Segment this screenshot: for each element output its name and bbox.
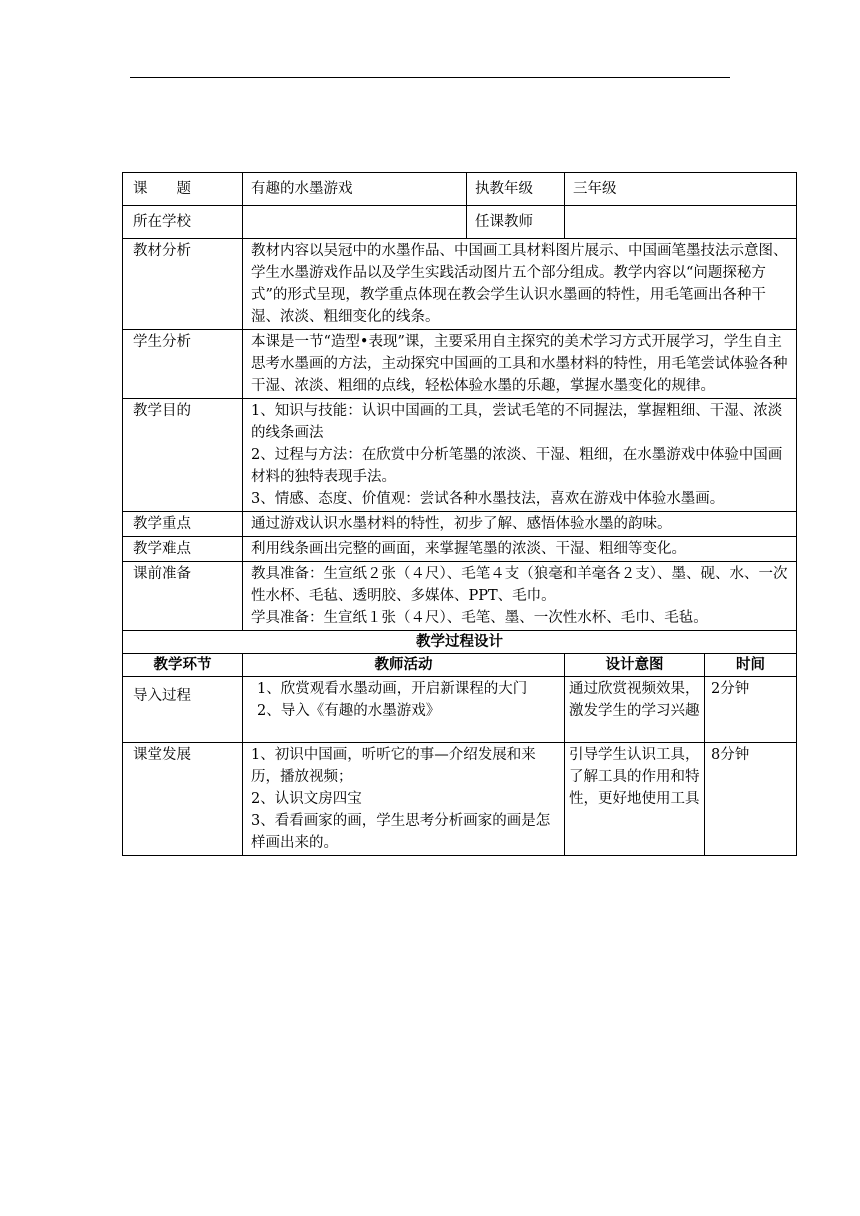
textbook-text: 教材内容以吴冠中的水墨作品、中国画工具材料图片展示、中国画笔墨技法示意图、学生水墨游戏作品以及学生实践活动图片五个部分组成。教学内容以“问题探秘方式”的形式呈现，教学重点体现在教会学生认识水墨画的特性，用毛笔画出各种干湿、浓淡、粗细变化的线条。 bbox=[243, 239, 797, 330]
header-rule bbox=[130, 77, 730, 78]
goal-item: 1、知识与技能：认识中国画的工具，尝试毛笔的不同握法，掌握粗细、干湿、浓淡的线条画法 bbox=[251, 403, 783, 441]
activity-item: 1、欣赏观看水墨动画，开启新课程的大门 bbox=[257, 681, 528, 697]
student-text: 本课是一节“造型•表现”课，主要采用自主探究的美术学习方式开展学习，学生自主思考水墨画的方法，主动探究中国画的工具和水墨材料的特性，用毛笔尝试体验各种干湿、浓淡、粗细的点线，轻松体验水墨的乐趣，掌握水墨变化的规律。 bbox=[243, 330, 797, 399]
goal-item: 2、过程与方法：在欣赏中分析笔墨的浓淡、干湿、粗细，在水墨游戏中体验中国画材料的独特表现手法。 bbox=[251, 447, 783, 485]
topic-value: 有趣的水墨游戏 bbox=[243, 173, 467, 206]
stage-activities bbox=[243, 677, 565, 743]
prep-text bbox=[243, 562, 797, 631]
difficulty-text: 利用线条画出完整的画面，来掌握笔墨的浓淡、干湿、粗细等变化。 bbox=[243, 537, 797, 562]
goal-item: 3、情感、态度、价值观：尝试各种水墨技法，喜欢在游戏中体验水墨画。 bbox=[251, 491, 725, 507]
key-text: 通过游戏认识水墨材料的特性，初步了解、感悟体验水墨的韵味。 bbox=[243, 512, 797, 537]
prep-item: 教具准备：生宣纸２张（４尺）、毛笔４支（狼毫和羊毫各２支）、墨、砚、水、一次性水杯、毛毡、透明胶、多媒体、PPT、毛巾。 bbox=[251, 566, 788, 604]
info-row-school bbox=[123, 206, 797, 239]
info-row-topic bbox=[123, 173, 797, 206]
prep-label: 课前准备 bbox=[123, 562, 243, 631]
goals-text bbox=[243, 399, 797, 512]
header-teacher-activity: 教师活动 bbox=[243, 654, 565, 677]
grade-value: 三年级 bbox=[565, 173, 797, 206]
stage-row bbox=[123, 743, 797, 856]
stage-name: 导入过程 bbox=[123, 677, 243, 743]
grade-label: 执教年级 bbox=[467, 173, 565, 206]
row-key-point bbox=[123, 512, 797, 537]
process-section-row bbox=[123, 631, 797, 654]
row-preparation bbox=[123, 562, 797, 631]
topic-label: 课 题 bbox=[123, 173, 243, 206]
row-difficulty bbox=[123, 537, 797, 562]
activity-item: 3、看看画家的画，学生思考分析画家的画是怎样画出来的。 bbox=[251, 813, 551, 851]
teacher-value bbox=[565, 206, 797, 239]
key-label: 教学重点 bbox=[123, 512, 243, 537]
activity-item: 2、认识文房四宝 bbox=[251, 791, 362, 807]
textbook-label: 教材分析 bbox=[123, 239, 243, 330]
row-student-analysis bbox=[123, 330, 797, 399]
stage-name: 课堂发展 bbox=[123, 743, 243, 856]
process-header-row bbox=[123, 654, 797, 677]
stage-time: 2分钟 bbox=[705, 677, 797, 743]
stage-time: 8分钟 bbox=[705, 743, 797, 856]
stage-activities bbox=[243, 743, 565, 856]
school-value bbox=[243, 206, 467, 239]
goals-label: 教学目的 bbox=[123, 399, 243, 512]
prep-item: 学具准备：生宣纸１张（４尺）、毛笔、墨、一次性水杯、毛巾、毛毡。 bbox=[251, 610, 708, 626]
stage-intent: 引导学生认识工具，了解工具的作用和特性，更好地使用工具 bbox=[565, 743, 705, 856]
school-label: 所在学校 bbox=[123, 206, 243, 239]
row-teaching-goals bbox=[123, 399, 797, 512]
header-stage: 教学环节 bbox=[123, 654, 243, 677]
student-label: 学生分析 bbox=[123, 330, 243, 399]
header-time: 时间 bbox=[705, 654, 797, 677]
lesson-plan-table bbox=[122, 172, 797, 856]
header-design-intent: 设计意图 bbox=[565, 654, 705, 677]
difficulty-label: 教学难点 bbox=[123, 537, 243, 562]
stage-row bbox=[123, 677, 797, 743]
activity-item: 1、初识中国画，听听它的事—介绍发展和来历，播放视频； bbox=[251, 747, 536, 785]
activity-item: 2、导入《有趣的水墨游戏》 bbox=[257, 703, 441, 719]
stage-intent: 通过欣赏视频效果，激发学生的学习兴趣 bbox=[565, 677, 705, 743]
row-textbook-analysis bbox=[123, 239, 797, 330]
process-section-title: 教学过程设计 bbox=[123, 631, 797, 654]
teacher-label: 任课教师 bbox=[467, 206, 565, 239]
